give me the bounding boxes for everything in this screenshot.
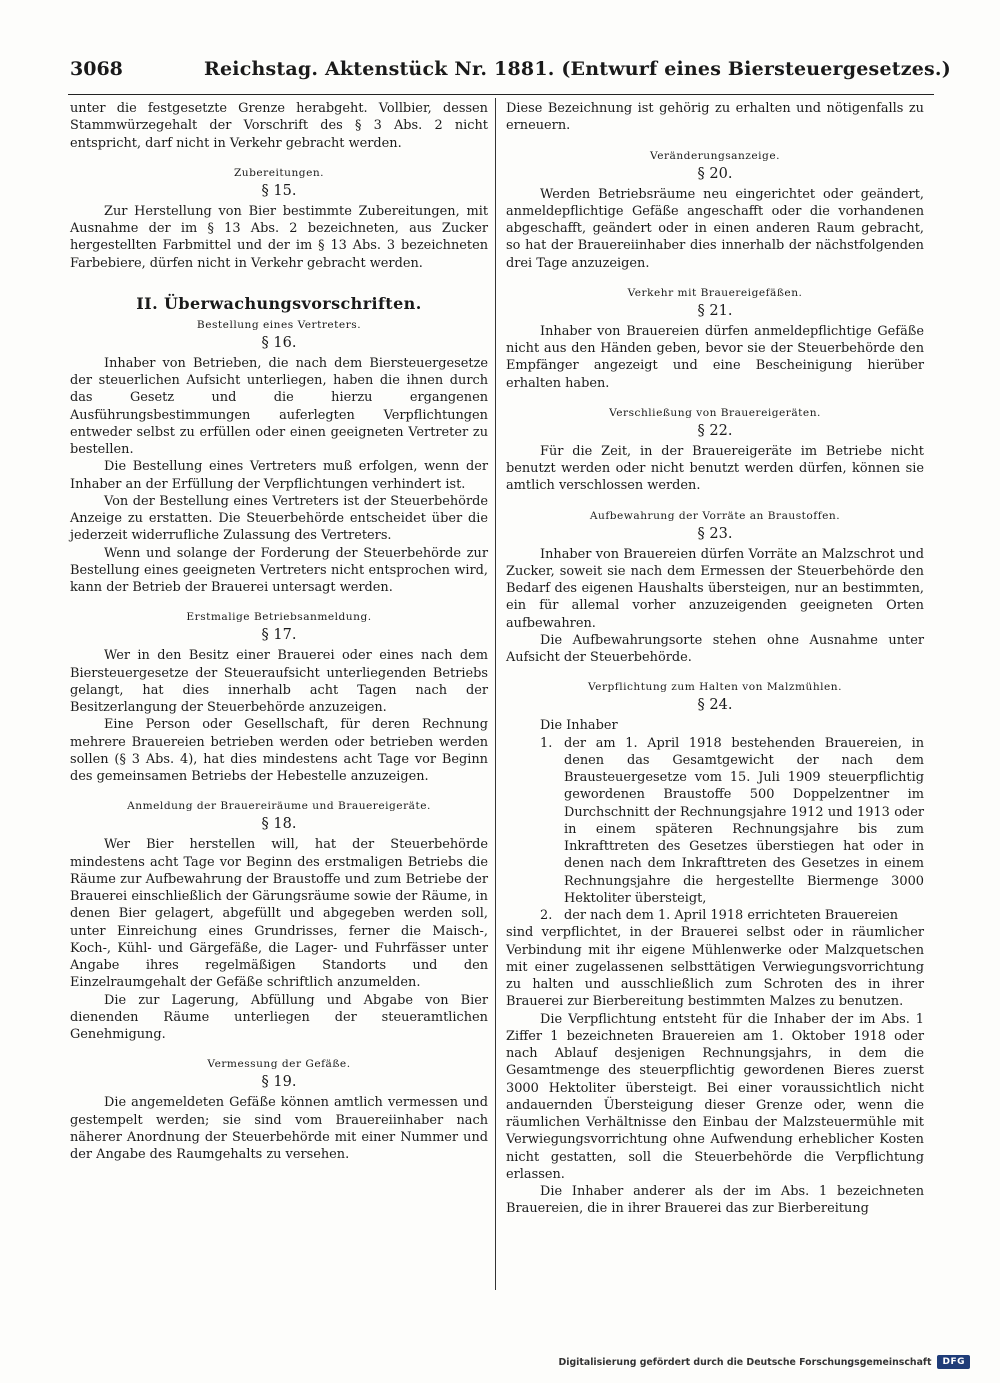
- paragraph: unter die festgesetzte Grenze herabgeht. Vollbier, dessen Stammwürzegehalt der Vorschrift des § 3 Abs. 2 nicht entspricht, darf nicht in Verkehr gebracht werden.: [70, 101, 488, 151]
- paragraph: Inhaber von Betrieben, die nach dem Biersteuergesetze der steuerlichen Aufsicht unterliegen, haben die ihnen durch das Gesetz und die hierzu ergangenen Ausführungsbestimmungen auferlegten Verpflichtungen entweder selbst zu erfüllen oder einen geeigneten Vertreter zu bestellen.: [70, 355, 488, 457]
- paragraph: Von der Bestellung eines Vertreters ist der Steuerbehörde Anzeige zu erstatten. Die Steuerbehörde entscheidet über die jederzeit widerrufliche Zulassung des Vertreters.: [70, 493, 488, 544]
- paragraph: sind verpflichtet, in der Brauerei selbst oder in räumlicher Verbindung mit ihr eigene Mühlenwerke oder Malzquetschen mit einer zugelassenen selbsttätigen Verwiegungsvorrichtung zu halten und ausschließlich zum Schroten des in ihrer Brauerei zur Bierbereitung bestimmten Malzes zu benutzen.: [506, 925, 924, 1010]
- paragraph: Wer Bier herstellen will, hat der Steuerbehörde mindestens acht Tage vor Beginn des erstmaligen Betriebs die Räume zur Aufbewahrung der Braustoffe und zum Betriebe der Brauerei einschließlich der Gärungsräume sowie der Räume, in denen Bier gelagert, abgefüllt und abgegeben werden soll, unter Einreichung eines Grundrisses, ferner die Maisch-, Koch-, Kühl- und Gärgefäße, die Lager- und Fuhrfässer unter Angabe ihres regelmäßigen Standorts und den Einzelraumgehalt der Gefäße schriftlich anzumelden.: [70, 837, 488, 991]
- paragraph: Werden Betriebsräume neu eingerichtet oder geändert, anmeldepflichtige Gefäße angeschafft oder die vorhandenen abgeschafft, geändert oder in einen anderen Raum gebracht, so hat der Brauereiinhaber dies innerhalb der nächstfolgenden drei Tage anzuzeigen.: [506, 186, 924, 271]
- paragraph: Diese Bezeichnung ist gehörig zu erhalten und nötigenfalls zu erneuern.: [506, 101, 924, 134]
- list-item-text: der nach dem 1. April 1918 errichteten Brauereien: [564, 908, 899, 923]
- section-subtitle: Bestellung eines Vertreters.: [196, 318, 362, 331]
- list-item: [506, 735, 924, 908]
- paragraph-number: § 19.: [261, 1074, 297, 1091]
- list-item-number: 2.: [540, 908, 553, 923]
- page-header: [70, 58, 951, 90]
- right-column: [506, 100, 924, 1218]
- paragraph: Die Inhaber anderer als der im Abs. 1 bezeichneten Brauereien, die in ihrer Brauerei das zur Bierbereitung: [506, 1184, 924, 1217]
- paragraph-number: § 22.: [697, 422, 733, 439]
- paragraph: Die angemeldeten Gefäße können amtlich vermessen und gestempelt werden; sie sind vom Brauereiinhaber nach näherer Anordnung der Steuerbehörde mit einer Nummer und der Angabe des Raumgehalts zu versehen.: [70, 1095, 488, 1162]
- paragraph: Die zur Lagerung, Abfüllung und Abgabe von Bier dienenden Räume unterliegen der steueramtlichen Genehmigung.: [70, 992, 488, 1042]
- left-column: [70, 100, 488, 1163]
- digitization-credit-text: Digitalisierung gefördert durch die Deutsche Forschungsgemeinschaft: [558, 1356, 932, 1368]
- section-subtitle: Verpflichtung zum Halten von Malzmühlen.: [588, 681, 842, 694]
- paragraph: Inhaber von Brauereien dürfen anmeldepflichtige Gefäße nicht aus den Händen geben, bevor sie der Steuerbehörde den Empfänger angezeigt und eine Bescheinigung hierüber erhalten haben.: [506, 323, 924, 391]
- header-rule: [68, 94, 934, 95]
- section-heading: II. Überwachungsvorschriften.: [136, 293, 422, 313]
- column-divider: [495, 98, 496, 1290]
- list-item: [506, 907, 924, 924]
- paragraph: Für die Zeit, in der Brauereigeräte im Betriebe nicht benutzt werden oder nicht benutzt werden dürfen, können sie amtlich verschlossen werden.: [506, 443, 924, 494]
- paragraph-number: § 21.: [697, 302, 733, 319]
- paragraph-number: § 24.: [697, 697, 733, 714]
- list-item-number: 1.: [540, 735, 553, 751]
- section-subtitle: Verkehr mit Brauereigefäßen.: [627, 286, 803, 299]
- dfg-logo: DFG: [937, 1355, 970, 1369]
- paragraph: Die Verpflichtung entsteht für die Inhaber der im Abs. 1 Ziffer 1 bezeichneten Brauereien am 1. Oktober 1918 oder nach Ablauf desjenigen Rechnungsjahrs, in dem die Gesamtmenge des steuerpflichtig gewordenen Bieres zuerst 3000 Hektoliter übersteigt. Bei einer voraussichtlich nicht andauernden Übersteigung dieser Grenze oder, wenn die räumlichen Verhältnisse den Einbau der Malzsteuermühle mit Verwiegungsvorrichtung ohne Aufwendung erheblicher Kosten nicht gestatten, soll die Steuerbehörde die Verpflichtung erlassen.: [506, 1011, 924, 1182]
- paragraph: Wer in den Besitz einer Brauerei oder eines nach dem Biersteuergesetze der Steueraufsicht unterliegenden Betriebs gelangt, hat dies innerhalb acht Tagen nach der Besitzerlangung der Steuerbehörde anzuzeigen.: [70, 648, 488, 715]
- digitization-credit: [558, 1355, 970, 1369]
- paragraph: Zur Herstellung von Bier bestimmte Zubereitungen, mit Ausnahme der im § 13 Abs. 2 bezeichneten, aus Zucker hergestellten Farbmittel und der im § 13 Abs. 3 bezeichneten Farbebiere, dürfen nicht in Verkehr gebracht werden.: [70, 203, 488, 271]
- section-subtitle: Vermessung der Gefäße.: [207, 1058, 351, 1071]
- paragraph-number: § 16.: [261, 334, 297, 351]
- section-subtitle: Zubereitungen.: [233, 166, 325, 179]
- paragraph: Die Bestellung eines Vertreters muß erfolgen, wenn der Inhaber an der Erfüllung der Verpflichtungen verhindert ist.: [70, 459, 488, 492]
- paragraph: Inhaber von Brauereien dürfen Vorräte an Malzschrot und Zucker, soweit sie nach dem Ermessen der Steuerbehörde den Bedarf des eigenen Haushalts übersteigen, nur an bestimmten, ein für allemal vorher anzuzeigenden geeigneten Orten aufbewahren.: [506, 546, 924, 631]
- paragraph-number: § 18.: [261, 816, 297, 833]
- numbered-list: [506, 735, 924, 925]
- paragraph-number: § 15.: [261, 182, 297, 199]
- section-subtitle: Verschließung von Brauereigeräten.: [609, 406, 821, 419]
- section-subtitle: Aufbewahrung der Vorräte an Braustoffen.: [589, 509, 841, 522]
- paragraph-number: § 17.: [261, 627, 297, 644]
- paragraph-number: § 23.: [697, 525, 733, 542]
- page-number: 3068: [70, 58, 123, 80]
- paragraph: Die Inhaber: [540, 718, 618, 734]
- section-subtitle: Anmeldung der Brauereiräume und Brauereigeräte.: [127, 800, 431, 813]
- paragraph: Wenn und solange der Forderung der Steuerbehörde zur Bestellung eines geeigneten Vertreters nicht entsprochen wird, kann der Betrieb der Brauerei untersagt werden.: [70, 545, 488, 595]
- paragraph: Eine Person oder Gesellschaft, für deren Rechnung mehrere Brauereien betrieben werden oder betrieben werden sollen (§ 3 Abs. 4), hat dies mindestens acht Tage vor Beginn des gemeinsamen Betriebs der Hebestelle anzuzeigen.: [70, 717, 488, 784]
- section-subtitle: Erstmalige Betriebsanmeldung.: [186, 611, 372, 624]
- paragraph-number: § 20.: [697, 165, 733, 182]
- section-subtitle: Veränderungsanzeige.: [650, 149, 780, 162]
- running-title: Reichstag. Aktenstück Nr. 1881. (Entwurf eines Biersteuergesetzes.): [204, 58, 951, 80]
- list-item-text: der am 1. April 1918 bestehenden Brauereien, in denen das Gesamtgewicht der nach dem Brausteuergesetze vom 15. Juli 1909 steuerpflichtig gewordenen Braustoffe 500 Doppelzentner im Durchschnitt der Rechnungsjahre 1912 und 1913 oder in einem späteren Rechnungsjahre bis zum Inkrafttreten des Gesetzes überstiegen hat oder in denen nach dem Inkrafttreten des Gesetzes in einem Rechnungsjahre die hergestellte Biermenge 3000 Hektoliter übersteigt,: [564, 735, 924, 906]
- paragraph: Die Aufbewahrungsorte stehen ohne Ausnahme unter Aufsicht der Steuerbehörde.: [506, 632, 924, 665]
